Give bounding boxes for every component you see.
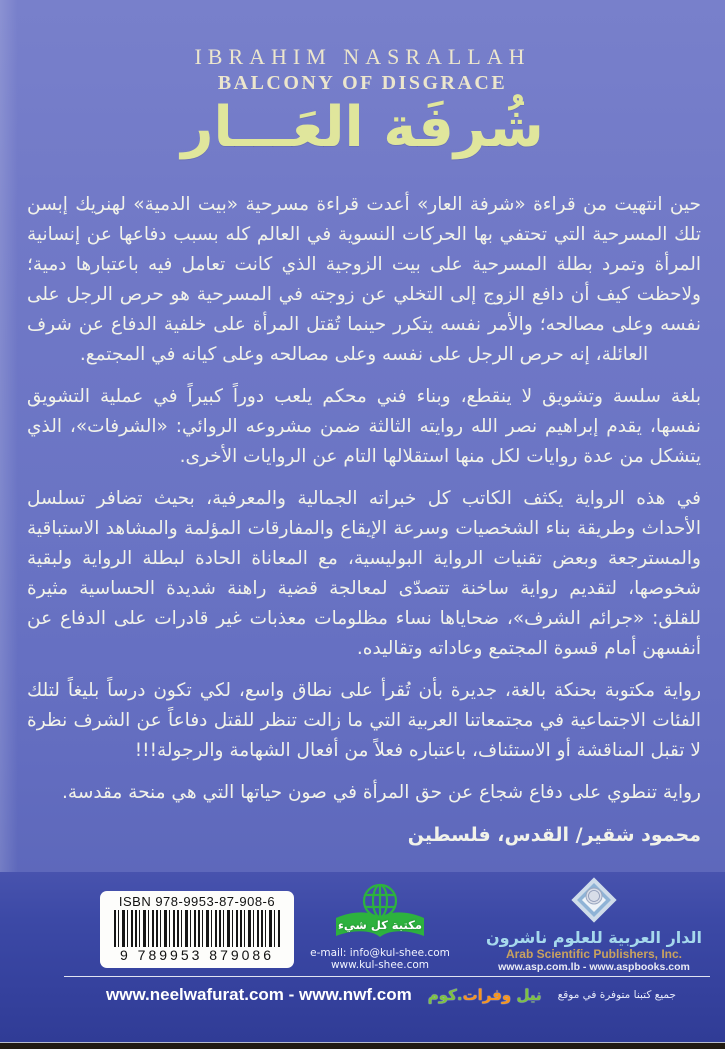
isbn-barcode	[100, 891, 294, 968]
availability-note: جميع كتبنا متوفرة في موقع	[557, 989, 676, 1001]
blurb-paragraph-4: رواية مكتوبة بحنكة بالغة، جديرة بأن تُقرأ على نطاق واسع، لكي تكون درساً بليغاً لتلك الفئات الاجتماعية في مجتمعاتنا العربية التي ما زالت تنظر للقتل دفاعاً عن الشرف نظرة لا تقبل المناقشة أو الاستئناف، باعتباره فعلاً من أفعال الشهامة والرجولة!!!	[27, 680, 701, 761]
barcode-bars	[114, 910, 280, 947]
neelwafurat-urls: www.neelwafurat.com - www.nwf.com	[106, 985, 412, 1004]
title-arabic-calligraphy: شُرفَة العَـــار	[181, 95, 544, 160]
isbn-label: ISBN 978-9953-87-908-6	[118, 894, 276, 909]
publisher-footer-band	[0, 872, 725, 1042]
photo-edge	[0, 1042, 725, 1049]
neelwafurat-row	[106, 982, 685, 1008]
blurb-paragraph-3: في هذه الرواية يكثف الكاتب كل خبراته الجمالية والمعرفية، بحيث تضافر تسلسل الأحداث وطريقة بناء الشخصيات وسرعة الإيقاع والمفارقات المؤلمة والمشاهد الاستباقية والمسترجعة وبعض تقنيات الرواية البوليسية، مع المعاناة الحادة لبطلة الرواية ولبقية شخوصها، لتقديم رواية ساخنة تتصدّى لمعالجة قضية راهنة شديدة الحساسية مثيرة للقلق: «جرائم الشرف»، ضحاياها نساء مظلومات معذبات غير قادرات على الدفاع عن أنفسهن أمام قسوة المجتمع وعاداته وتقاليده.	[27, 488, 701, 659]
kulshee-logo-text: مكتبة كل شيء	[338, 918, 422, 932]
blurb-paragraph-2: بلغة سلسة وتشويق لا ينقطع، وبناء فني محكم يلعب دوراً كبيراً في عملية التشويق نفسها، يقدم إبراهيم نصر الله روايته الثالثة ضمن مشروعه الروائي: «الشرفات»، الذي يتشكل من عدة روايات لكل منها استقلالها التام عن الروايات الأخرى.	[27, 386, 701, 467]
asp-publisher-block	[475, 877, 713, 973]
nwf-logo-neel: نيل	[516, 986, 542, 1004]
neelwafurat-logo	[428, 986, 542, 1004]
nwf-logo-wafurat: وفرات	[462, 986, 512, 1004]
review-text-block	[27, 190, 701, 850]
barcode-digits: 9 789953 879086	[120, 947, 274, 963]
asp-name-arabic: الدار العربية للعلوم ناشرون	[485, 928, 703, 947]
kulshee-email: e-mail: info@kul-shee.com	[310, 947, 450, 959]
asp-diamond-icon	[571, 908, 617, 927]
blurb-paragraph-1: حين انتهيت من قراءة «شرفة العار» أعدت قراءة مسرحية «بيت الدمية» لهنريك إبسن تلك المسرحية التي تحتفي بها الحركات النسوية في العالم كله بسبب دفاعها عن إنسانية المرأة وتمرد بطلة المسرحية على بيت الزوجية الذي كانت تعامل فيه باعتبارها دمية؛ ولاحظت كيف أن دافع الزوج إلى التخلي عن زوجته في المسرحية هو حرص الرجل على نفسه وعلى مصالحه؛ والأمر نفسه يتكرر حينما تُقتل المرأة على خلفية الدفاع عن شرف العائلة، إنه حرص الرجل على نفسه وعلى مصالحه وعلى كيانه في المجتمع.	[27, 194, 701, 365]
title-english: BALCONY OF DISGRACE	[217, 72, 508, 94]
divider-line	[64, 976, 710, 977]
kulshee-website: www.kul-shee.com	[330, 959, 430, 971]
kulshee-publisher-block	[300, 882, 460, 971]
author-name: IBRAHIM NASRALLAH	[194, 44, 531, 69]
reviewer-signature: محمود شقير/ القدس، فلسطين	[407, 824, 701, 846]
nwf-logo-kom: .كوم	[427, 986, 463, 1004]
globe-book-icon	[330, 882, 430, 944]
asp-websites: www.asp.com.lb - www.aspbooks.com	[498, 961, 690, 973]
asp-name-english: Arab Scientific Publishers, Inc.	[505, 947, 683, 961]
blurb-paragraph-5: رواية تنطوي على دفاع شجاع عن حق المرأة في صون حياتها التي هي منحة مقدسة.	[62, 782, 701, 803]
